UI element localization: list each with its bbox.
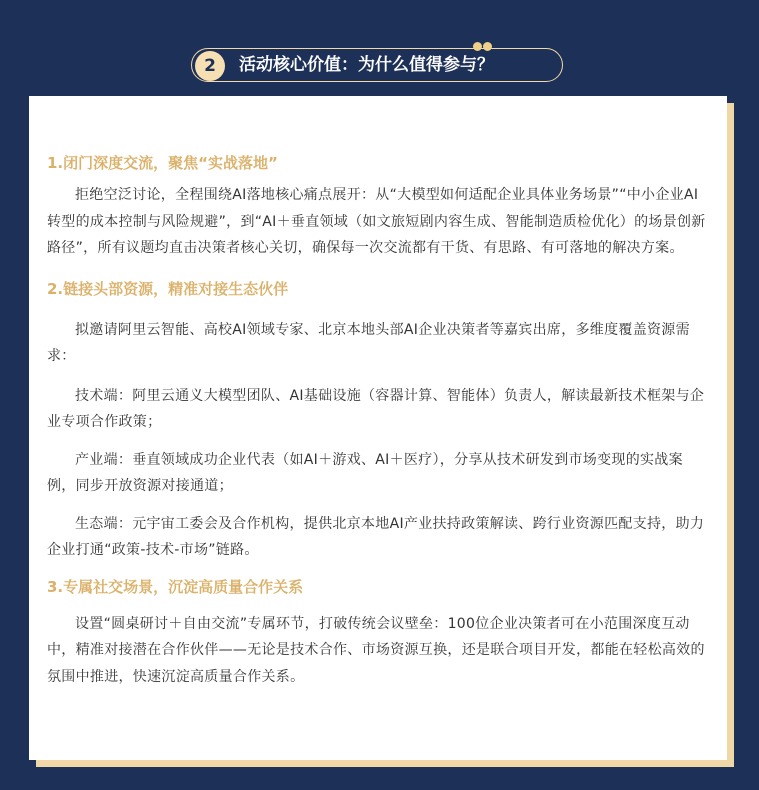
section-title-3: 3.专属社交场景，沉淀高质量合作关系 <box>47 577 304 596</box>
section-title-1: 1.闭门深度交流，聚焦“实战落地” <box>47 154 278 172</box>
paragraph: 拒绝空泛讨论，全程围绕AI落地核心痛点展开：从“大模型如何适配企业具体业务场景”“中小企业AI转型的成本控制与风险规避”，到“AI＋垂直领域（如文旅短剧内容生成、智能制造质检优化）的场景创新路径”，所有议题均直击决策者核心关切，确保每一次交流都有干货、有思路、有可落地的解决方案。 <box>47 187 706 256</box>
paragraph-industry: 产业端：垂直领域成功企业代表（如AI＋游戏、AI＋医疗），分享从技术研发到市场变现的实战案例，同步开放资源对接通道； <box>47 451 683 494</box>
section-number-badge: 2 <box>195 51 225 81</box>
paragraph: 设置“圆桌研讨＋自由交流”专属环节，打破传统会议壁垒：100位企业决策者可在小范围深度互动中，精准对接潜在合作伙伴——无论是技术合作、市场资源互换，还是联合项目开发，都能在轻松高效的氛围中推进，快速沉淀高质量合作关系。 <box>47 615 705 685</box>
paragraph-ecosystem: 生态端：元宇宙工委会及合作机构，提供北京本地AI产业扶持政策解读、跨行业资源匹配支持，助力企业打通“政策-技术-市场”链路。 <box>47 515 705 558</box>
section-title-2: 2.链接头部资源，精准对接生态伙伴 <box>47 279 289 298</box>
paragraph-technology: 技术端：阿里云通义大模型团队、AI基础设施（容器计算、智能体）负责人，解读最新技术框架与企业专项合作政策； <box>47 387 705 430</box>
content-card <box>29 96 727 760</box>
section-header-title: 活动核心价值：为什么值得参与？ <box>239 55 494 75</box>
paragraph: 拟邀请阿里云智能、高校AI领域专家、北京本地头部AI企业决策者等嘉宾出席，多维度覆盖资源需求： <box>47 321 690 364</box>
section-header <box>191 48 565 84</box>
